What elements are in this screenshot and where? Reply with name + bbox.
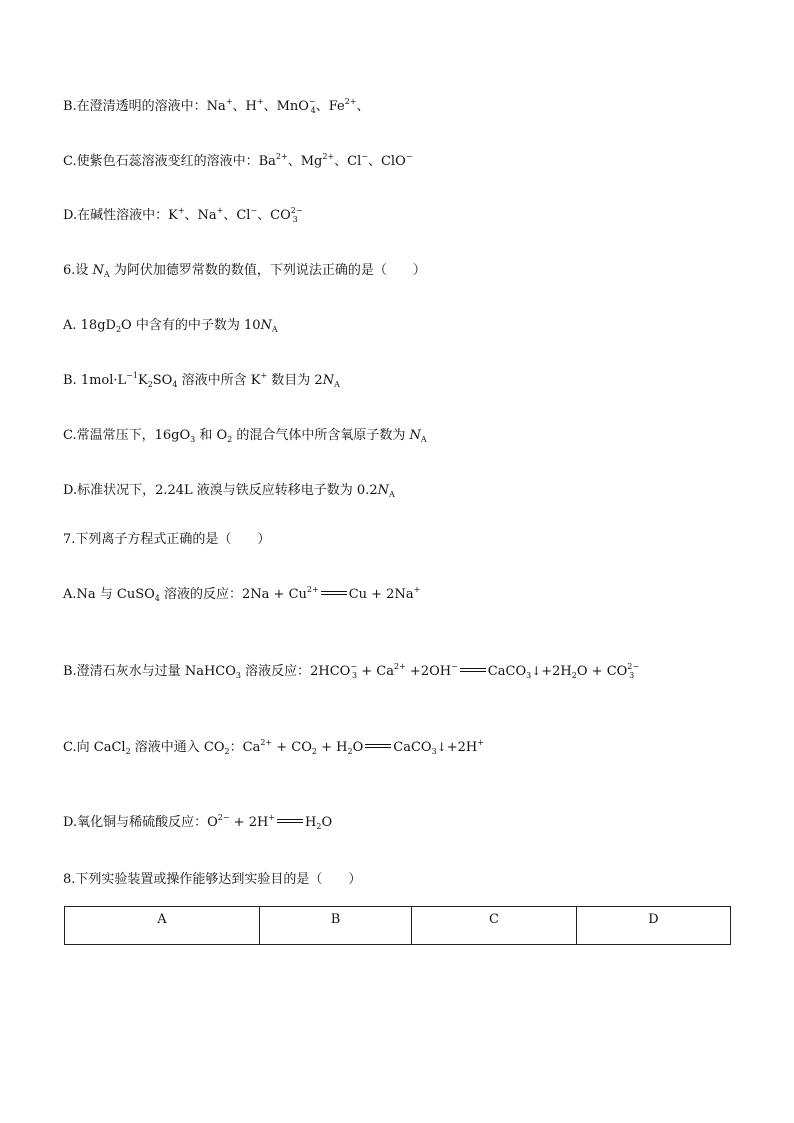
table-header-d: D: [577, 907, 731, 945]
q7-option-c: C.向 CaCl$_2$ 溶液中通入 $CO_2$：$Ca^{2+} + CO_2 + H_2O$ CaCO$_3$↓+2H+: [63, 738, 484, 756]
q5-option-c: C.使紫色石蕊溶液变红的溶液中：$Ba^{2+}$、$Mg^{2+}$、Cl−、ClO−: [63, 152, 413, 169]
table-row: [65, 907, 731, 945]
q6-option-b: B. $1mol\cdot L^{-1}K_2SO_4$ 溶液中所含 K+ 数目为 $2N_A$: [63, 371, 340, 389]
question-8-stem: 8.下列实验装置或操作能够达到实验目的是（ ）: [63, 872, 362, 887]
q5-option-b: B.在澄清透明的溶液中：Na+、H+、MnO−$_4$、$Fe^{2+}$、: [63, 97, 370, 115]
q6-option-d: D.标准状况下，2.24L 液溴与铁反应转移电子数为 $0.2N_A$: [63, 483, 395, 499]
q6-option-c: C.常温常压下，$16gO_3$ 和 $O_2$ 的混合气体中所含氧原子数为 $N_A$: [63, 428, 427, 444]
q7-option-d: D.氧化铜与稀硫酸反应：$O^{2-} + 2H^+$ $H_2O$: [63, 813, 333, 831]
question-7-stem: 7.下列离子方程式正确的是（ ）: [63, 532, 271, 547]
table-header-b: B: [260, 907, 412, 945]
table-header-c: C: [412, 907, 577, 945]
q5-option-d: D.在碱性溶液中：K+、Na+、Cl−、$CO^{2-}_3$: [63, 206, 303, 224]
q6-option-a: A. $18gD_2O$ 中含有的中子数为 $10N_A$: [63, 318, 278, 334]
table-header-a: A: [65, 907, 260, 945]
options-table: [64, 906, 731, 945]
question-6-stem: 6.设 $N_A$ 为阿伏加德罗常数的数值，下列说法正确的是（ ）: [63, 263, 426, 279]
q7-option-b: B.澄清石灰水与过量 NaHCO$_3$ 溶液反应：$2HCO^-_3 + Ca^{2+} +2OH^-$ $CaCO_3↓+2H_2O + CO^{2-}_3$: [63, 662, 640, 680]
q7-option-a: A.Na 与 CuSO$_4$ 溶液的反应：$2Na + Cu^{2+}$ Cu + 2Na+: [63, 585, 421, 603]
